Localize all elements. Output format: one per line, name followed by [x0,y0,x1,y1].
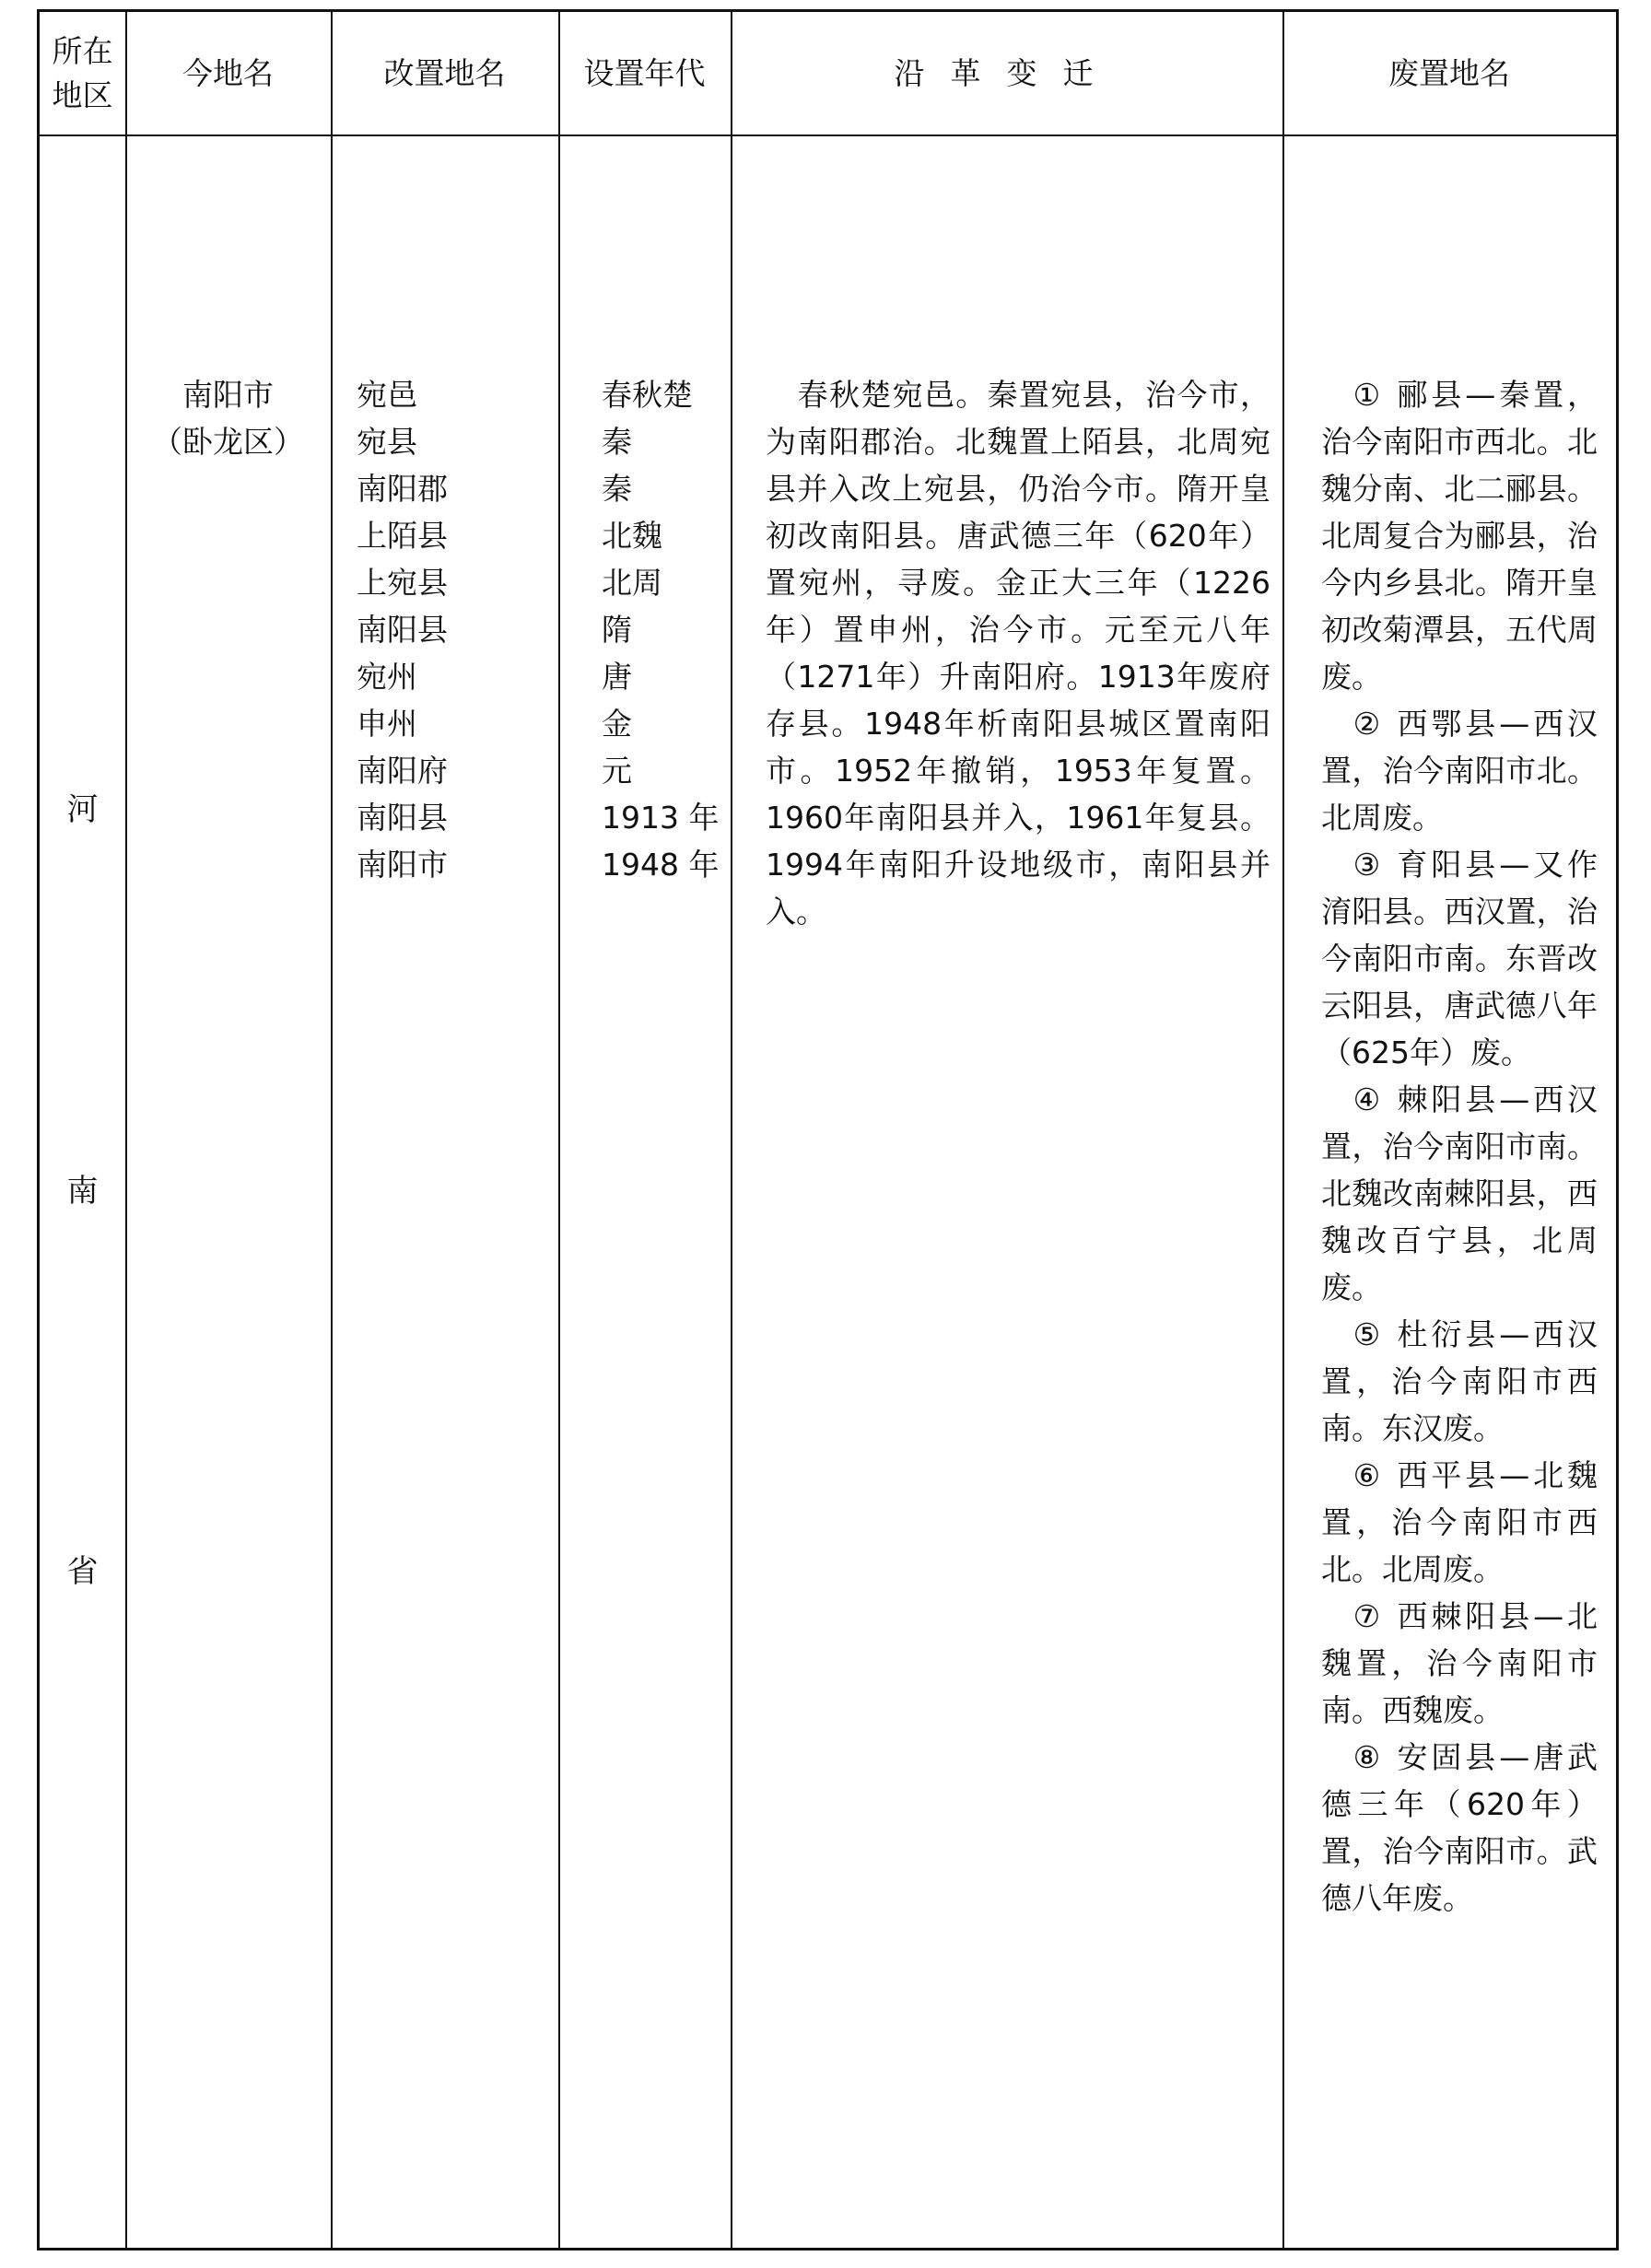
list-item: 元 [602,753,632,789]
today-name-line: 南阳市 [182,377,274,413]
header-changed-names: 改置地名 [383,54,506,91]
list-item: 秦 [602,471,632,507]
list-item: 宛邑 [357,377,417,413]
history-paragraph: 春秋楚宛邑。秦置宛县，治今市，为南阳郡治。北魏置上陌县，北周宛县并入改上宛县，仍治今市。隋开皇初改南阳县。唐武德三年（620年）置宛州，寻废。金正大三年（1226年）置申州，治今市。元至元八年（1271年）升南阳府。1913年废府存县。1948年析南阳县城区置南阳市。1952年撤销，1953年复置。1960年南阳县并入，1961年复县。1994年南阳升设地级市，南阳县并入。 [766,377,1270,929]
history-table [37,9,1619,2250]
list-item: 上宛县 [357,565,448,601]
list-item: 南阳县 [357,800,448,836]
history-text [766,371,1270,935]
list-item: 南阳郡 [357,471,448,507]
list-item: ② 西鄂县—西汉置，治今南阳市北。北周废。 [1321,706,1598,836]
list-item: ① 郦县—秦置，治今南阳市西北。北魏分南、北二郦县。北周复合为郦县，治今内乡县北。隋开皇初改菊潭县，五代周废。 [1321,377,1598,695]
list-item: 秦 [602,424,632,460]
list-item: ③ 育阳县—又作淯阳县。西汉置，治今南阳市南。东晋改云阳县，唐武德八年（625年）废。 [1321,847,1598,1070]
list-item: 南阳市 [357,847,448,883]
header-today-name: 今地名 [182,54,274,91]
changed-names-list [357,371,448,888]
list-item: ⑧ 安固县—唐武德三年（620年）置，治今南阳市。武德八年废。 [1321,1739,1598,1916]
list-item: ④ 棘阳县—西汉置，治今南阳市南。北魏改南棘阳县，西魏改百宁县，北周废。 [1321,1081,1598,1305]
column-divider [125,12,127,2248]
column-divider [558,12,560,2248]
region-char: 南 [66,1173,99,1210]
list-item: ⑤ 杜衍县—西汉置，治今南阳市西南。东汉废。 [1321,1316,1598,1446]
header-era: 设置年代 [583,54,706,91]
list-item: 隋 [602,612,632,648]
list-item: 北魏 [602,518,662,554]
list-item: 春秋楚 [602,377,693,413]
list-item: 申州 [357,706,417,742]
era-list [602,371,719,888]
list-item: 金 [602,706,632,742]
region-char: 河 [66,791,99,828]
column-divider [731,12,732,2248]
header-divider [40,134,1616,136]
column-divider [1282,12,1284,2248]
list-item: 唐 [602,659,632,695]
list-item: 宛州 [357,659,417,695]
header-history: 沿革变迁 [894,54,1119,91]
list-item: 宛县 [357,424,417,460]
list-item: 南阳县 [357,612,448,648]
list-item: ⑦ 西棘阳县—北魏置，治今南阳市南。西魏废。 [1321,1598,1598,1728]
header-abolished: 废置地名 [1388,54,1510,91]
list-item: 上陌县 [357,518,448,554]
header-region: 所在 地区 [52,32,113,113]
column-divider [331,12,333,2248]
list-item: 1913 年 [602,800,720,836]
abolished-list [1321,371,1598,1922]
list-item: ⑥ 西平县—北魏置，治今南阳市西北。北周废。 [1321,1457,1598,1587]
today-name-line: （卧龙区） [152,424,304,460]
today-name [125,371,331,465]
region-char: 省 [66,1553,99,1590]
list-item: 南阳府 [357,753,448,789]
list-item: 1948 年 [602,847,720,883]
list-item: 北周 [602,565,662,601]
